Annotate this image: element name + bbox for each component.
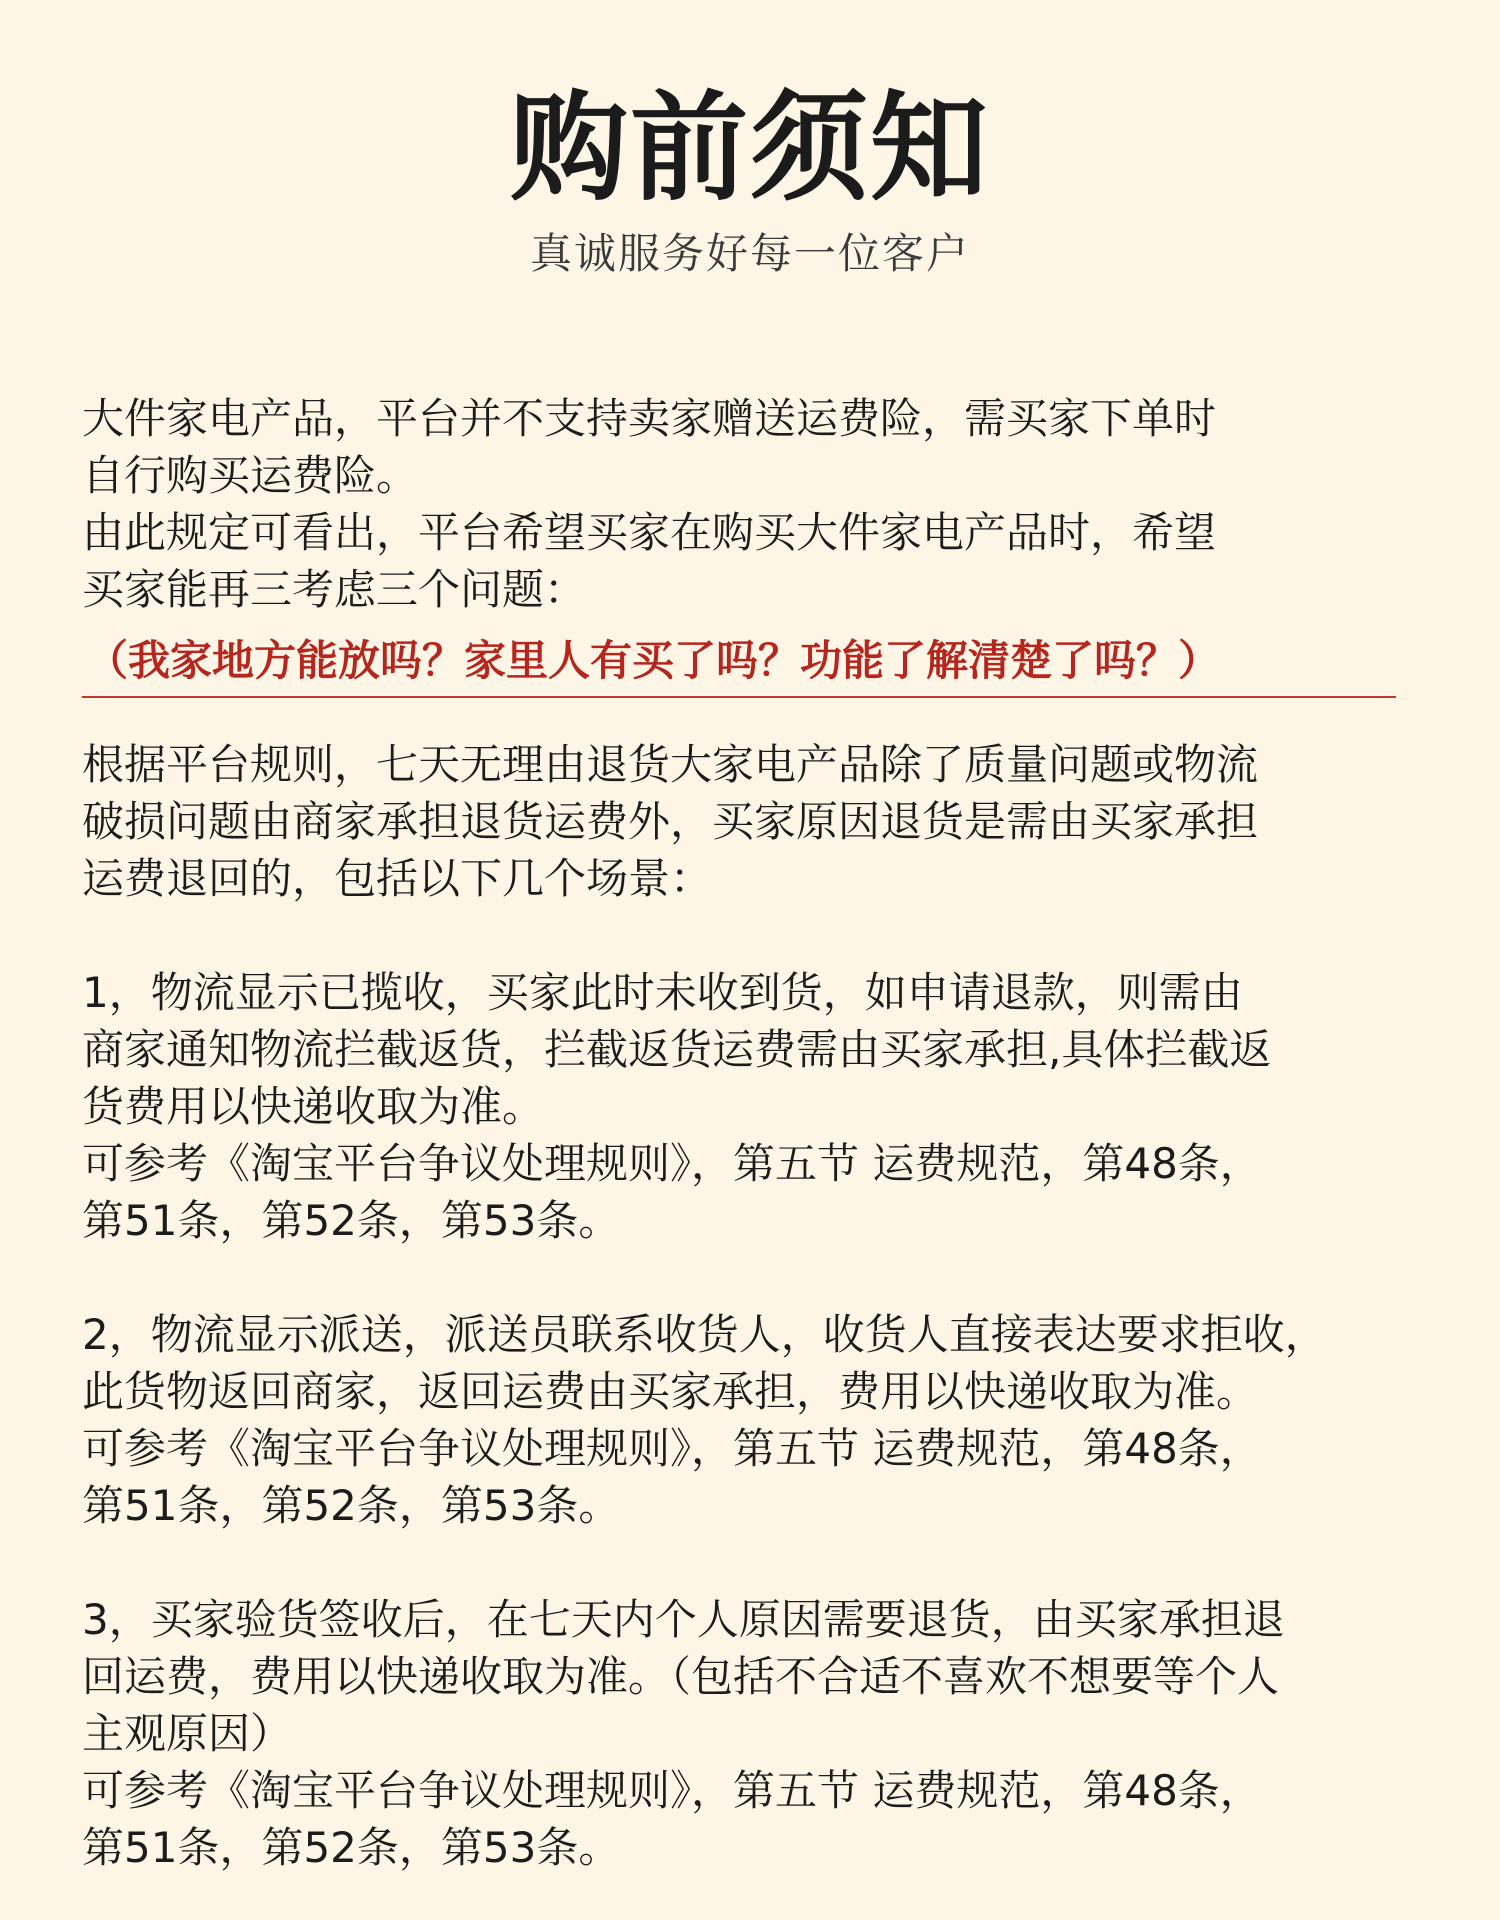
page-subtitle: 真诚服务好每一位客户 xyxy=(529,229,970,278)
rules-intro-paragraph: 根据平台规则，七天无理由退货大家电产品除了质量问题或物流 破损问题由商家承担退货运费外，买家原因退货是需由买家承担 运费退回的，包括以下几个场景： xyxy=(82,740,1259,903)
scenario-2-reference: 可参考《淘宝平台争议处理规则》，第五节 运费规范，第48条， 第51条，第52条，第53条。 xyxy=(82,1424,1262,1530)
scenario-3-text: 3，买家验货签收后，在七天内个人原因需要退货，由买家承担退 回运费，费用以快递收取为准。（包括不合适不喜欢不想要等个人 主观原因） xyxy=(82,1595,1285,1758)
page-title: 购前须知 xyxy=(509,79,990,217)
spacer xyxy=(82,1534,1462,1591)
highlight-questions: （我家地方能放吗？家里人有买了吗？功能了解清楚了吗？） xyxy=(82,630,1396,698)
spacer xyxy=(82,1249,1462,1306)
notice-content xyxy=(82,390,1462,1876)
intro-paragraph-2: 由此规定可看出，平台希望买家在购买大件家电产品时，希望 买家能再三考虑三个问题： xyxy=(82,508,1217,614)
scenario-1-text: 1，物流显示已揽收，买家此时未收到货，如申请退款，则需由 商家通知物流拦截返货，拦截返货运费需由买家承担,具体拦截返 货费用以快递收取为准。 xyxy=(82,968,1272,1131)
scenario-3-reference: 可参考《淘宝平台争议处理规则》，第五节 运费规范，第48条， 第51条，第52条，第53条。 xyxy=(82,1766,1262,1872)
intro-paragraph-1: 大件家电产品，平台并不支持卖家赠送运费险，需买家下单时 自行购买运费险。 xyxy=(82,394,1217,500)
scenario-1-reference: 可参考《淘宝平台争议处理规则》，第五节 运费规范，第48条， 第51条，第52条，第53条。 xyxy=(82,1139,1262,1245)
scenario-2-text: 2，物流显示派送，派送员联系收货人，收货人直接表达要求拒收， 此货物返回商家，返回运费由买家承担，费用以快递收取为准。 xyxy=(82,1310,1327,1416)
highlight-block xyxy=(82,630,1462,698)
spacer xyxy=(82,907,1462,964)
